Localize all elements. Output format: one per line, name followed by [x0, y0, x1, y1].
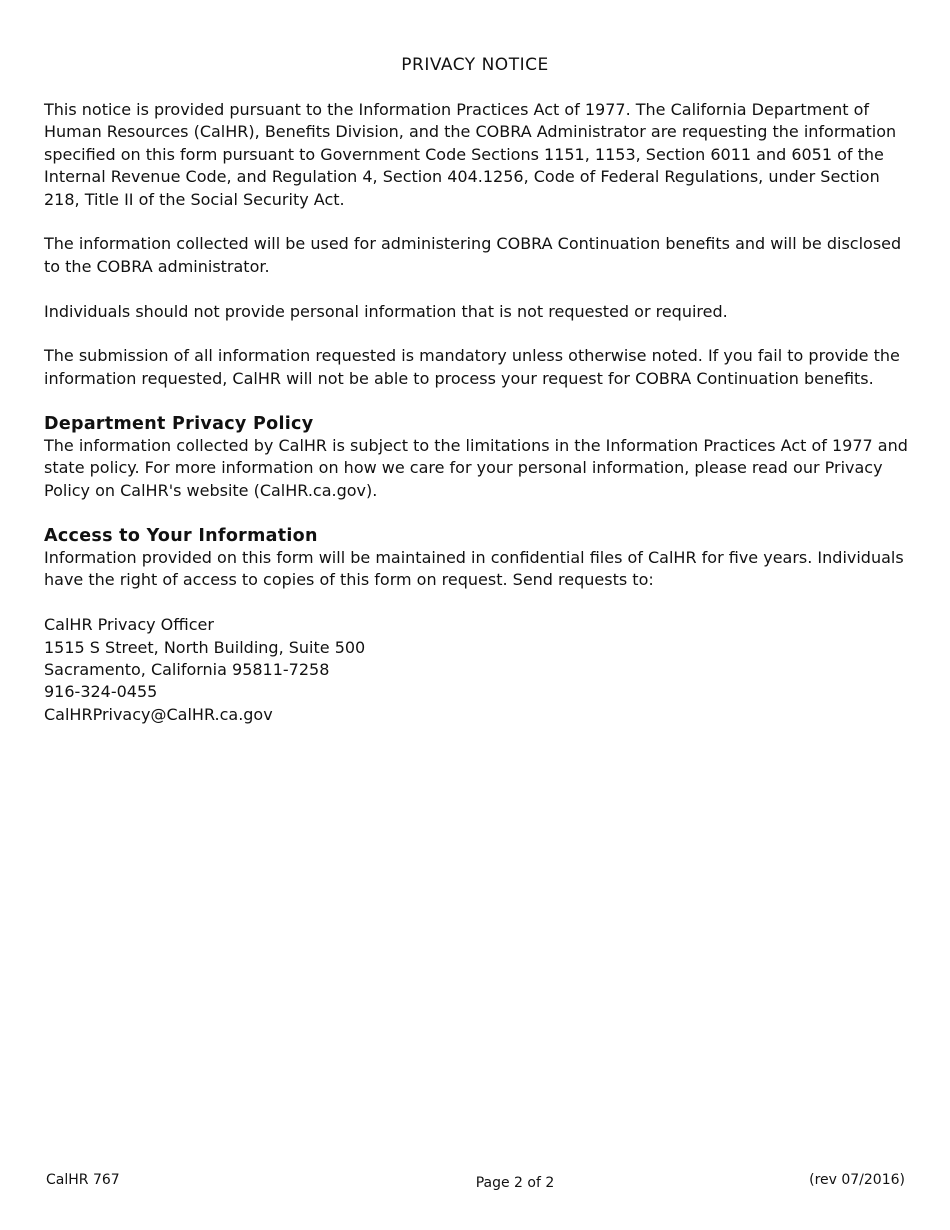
contact-name: CalHR Privacy Officer	[44, 615, 214, 635]
page-number: Page 2 of 2	[475, 1175, 555, 1191]
contact-email: CalHRPrivacy@CalHR.ca.gov	[44, 704, 273, 724]
privacy-policy-heading: Department Privacy Policy	[44, 413, 314, 434]
paragraph-mandatory: The submission of all information requested is mandatory unless otherwise noted. If you fail to provide the information requested, CalHR will not be able to process your request for COBRA Continuation benefits.	[44, 346, 900, 388]
contact-phone: 916-324-0455	[44, 682, 158, 702]
paragraph-usage: The information collected will be used for administering COBRA Continuation benefits and will be disclosed to the COBRA administrator.	[44, 234, 902, 276]
contact-address	[44, 614, 914, 726]
access-heading: Access to Your Information	[44, 525, 318, 546]
paragraph-legal-basis: This notice is provided pursuant to the Information Practices Act of 1977. The California Department of Human Resources (CalHR), Benefits Division, and the COBRA Administrator are requesting the information specified on this form pursuant to Government Code Sections 1151, 1153, Section 6011 and 6051 of the Internal Revenue Code, and Regulation 4, Section 404.1256, Code of Federal Regulations, under Section 218, Title II of the Social Security Act.	[44, 100, 897, 209]
form-id: CalHR 767	[46, 1172, 120, 1188]
revision-date: (rev 07/2016)	[809, 1172, 905, 1188]
privacy-policy-body: The information collected by CalHR is subject to the limitations in the Information Practices Act of 1977 and state policy. For more information on how we care for your personal information, please read our Privacy Policy on CalHR's website (CalHR.ca.gov).	[44, 436, 908, 500]
page-title: PRIVACY NOTICE	[401, 55, 549, 75]
access-body: Information provided on this form will be maintained in confidential files of CalHR for five years. Individuals have the right of access to copies of this form on request. Send requests to:	[44, 548, 904, 590]
privacy-policy-section	[44, 413, 914, 503]
page-footer	[0, 1172, 950, 1196]
contact-city: Sacramento, California 95811-7258	[44, 660, 330, 680]
notice-body	[44, 99, 914, 726]
contact-street: 1515 S Street, North Building, Suite 500	[44, 637, 366, 657]
paragraph-personal-info: Individuals should not provide personal information that is not requested or required.	[44, 301, 728, 321]
access-section	[44, 525, 914, 592]
